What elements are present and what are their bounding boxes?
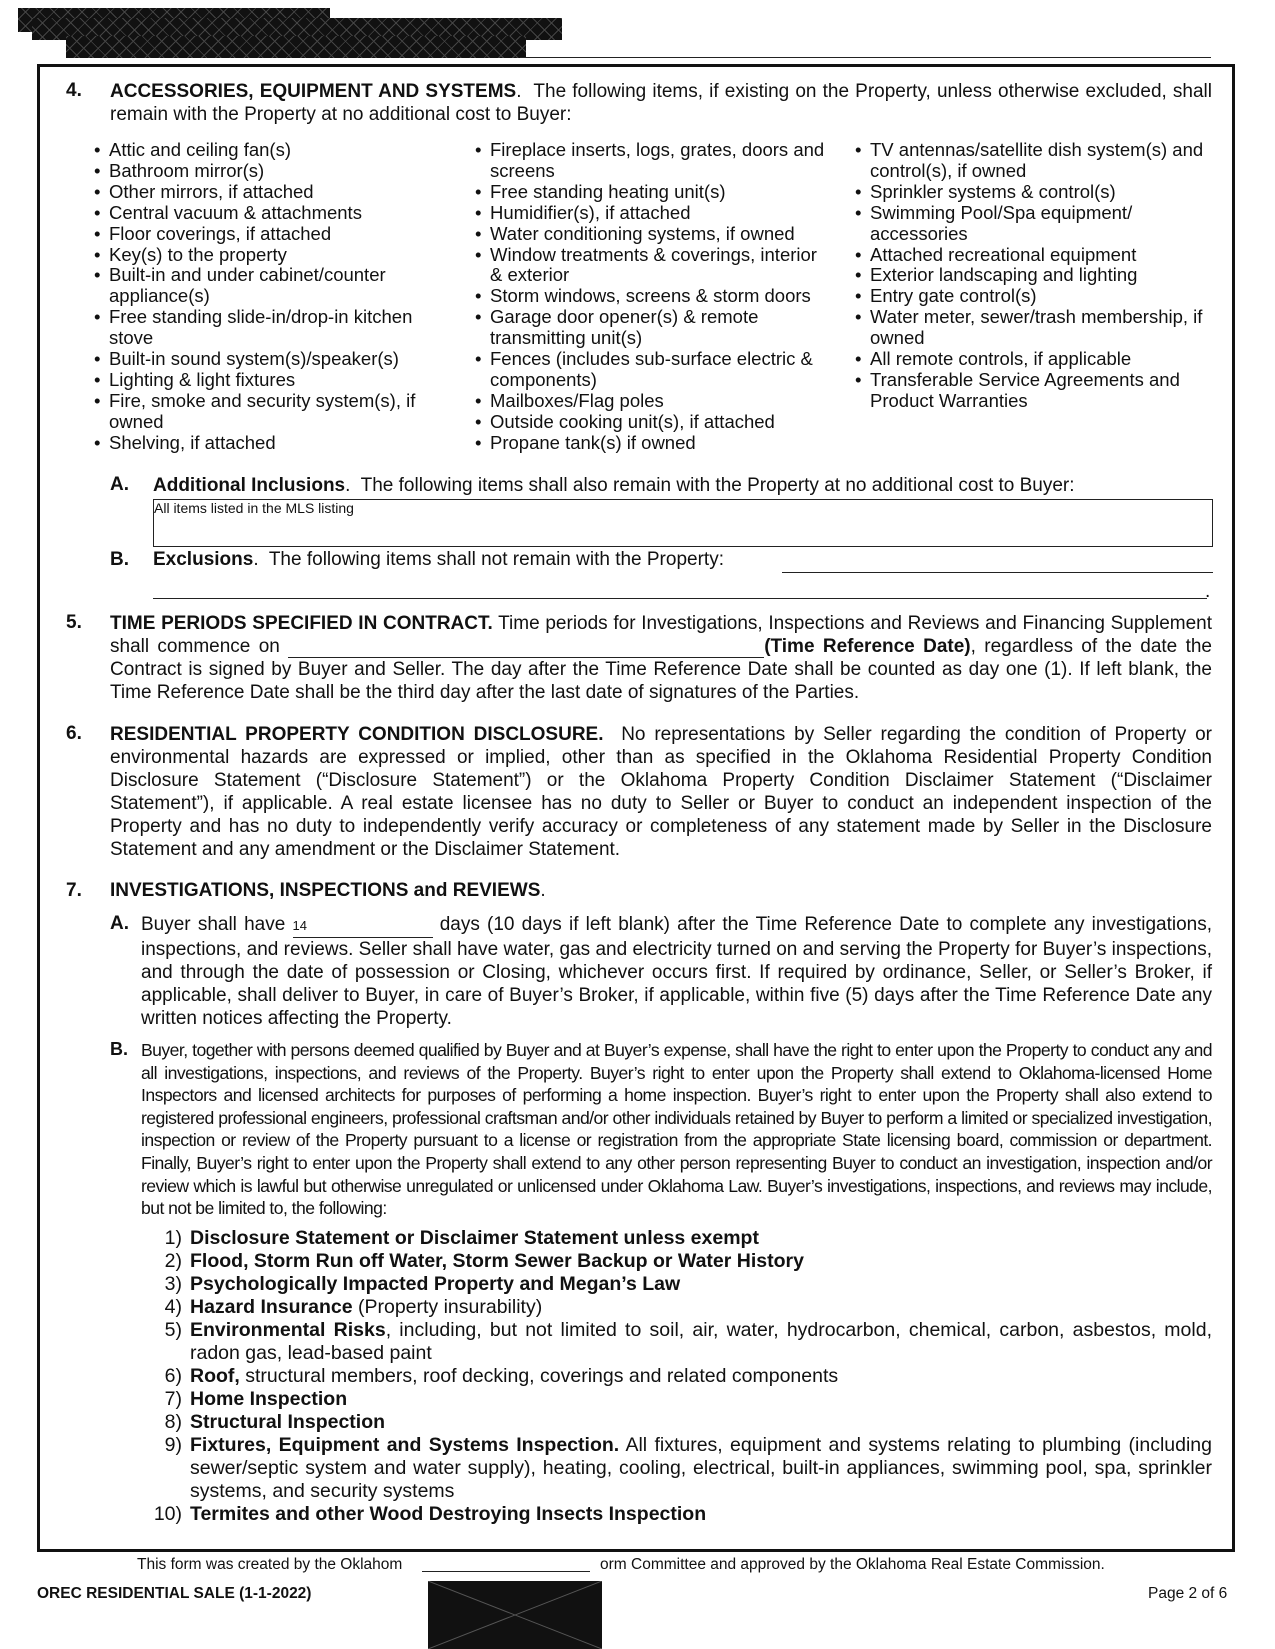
inspection-item-number: 4)	[164, 1296, 182, 1318]
included-item: • Water meter, sewer/trash membership, if owned	[855, 307, 1215, 349]
included-item: • Humidifier(s), if attached	[475, 203, 827, 224]
inspection-item-title: Home Inspection	[190, 1388, 348, 1410]
included-item: • Shelving, if attached	[94, 433, 439, 454]
included-item: • Outside cooking unit(s), if attached	[475, 412, 827, 433]
included-item: • Garage door opener(s) & remote transmitting unit(s)	[475, 307, 827, 349]
section-7a-text2: days (10 days if left blank) after the Time Reference Date to complete any investigations, inspections, and reviews. Seller shall have water, gas and electricity turned on and serving the Property for Buyer’s inspections, and through the date of possession or Closing, whichever occurs first. If required by ordinance, Seller, or Seller’s Broker, if applicable, shall deliver to Buyer, in care of Buyer’s Broker, if applicable, within five (5) days after the Time Reference Date any written notices affecting the Property.	[141, 914, 1213, 1029]
section-7-number: 7.	[66, 880, 82, 901]
section-4a-title: Additional Inclusions	[153, 475, 346, 496]
section-4a-letter: A.	[110, 474, 129, 495]
section-7b-letter: B.	[110, 1039, 128, 1059]
inspection-item-text	[190, 1296, 1212, 1319]
additional-inclusions-value: All items listed in the MLS listing	[154, 500, 354, 516]
inspection-item-title: Structural Inspection	[190, 1411, 386, 1433]
section-7-title-end: .	[540, 880, 546, 901]
page-number: Page 2 of 6	[1148, 1585, 1228, 1602]
inspection-item-number: 6)	[164, 1365, 182, 1387]
included-item: • Lighting & light fixtures	[94, 370, 439, 391]
inspection-item-text	[190, 1273, 1212, 1296]
section-4-intro-text: The following items, if existing on the Property, unless otherwise excluded, shall remain with the Property at no additional cost to Buyer:	[110, 81, 1212, 125]
section-6-title: RESIDENTIAL PROPERTY CONDITION DISCLOSURE.	[110, 724, 604, 745]
included-item: • Fences (includes sub-surface electric & components)	[475, 349, 827, 391]
items-column-1	[94, 140, 439, 454]
included-item: • Built-in and under cabinet/counter appliance(s)	[94, 265, 439, 307]
footer-created-left: This form was created by the Oklahom	[137, 1556, 403, 1573]
section-4b-desc: The following items shall not remain with the Property:	[268, 549, 724, 570]
inspection-item-title: Hazard Insurance	[190, 1296, 353, 1318]
included-item: • Fireplace inserts, logs, grates, doors and screens	[475, 140, 827, 182]
section-4-title: ACCESSORIES, EQUIPMENT AND SYSTEMS	[110, 81, 517, 102]
section-5-number: 5.	[66, 612, 82, 633]
included-item: • All remote controls, if applicable	[855, 349, 1215, 370]
inspection-item-text	[190, 1388, 1212, 1411]
inspection-item-title: Psychologically Impacted Property and Megan’s Law	[190, 1273, 681, 1295]
footer-created-right: orm Committee and approved by the Oklahoma Real Estate Commission.	[600, 1556, 1105, 1573]
section-7a-letter-text: A	[110, 913, 124, 934]
inspection-item	[142, 1296, 1212, 1319]
included-item: • Free standing heating unit(s)	[475, 182, 827, 203]
section-4b-text: Exclusions. The following items shall not remain with the Property:	[153, 549, 724, 570]
redacted-footer-block	[428, 1581, 602, 1649]
section-6-body: No representations by Seller regarding the condition of Property or environmental hazards are expressed or implied, other than as specified in the Oklahoma Residential Property Condition Disclosure Statement (“Disclosure Statement”) or the Oklahoma Property Condition Disclaimer Statement (“Disclaimer Statement”), if applicable. A real estate licensee has no duty to Seller or Buyer to conduct an independent inspection of the Property and has no duty to independently verify accuracy or completeness of any statement made by Seller in the Disclosure Statement and any amendment or the Disclaimer Statement.	[110, 724, 1213, 860]
inspection-item-text	[190, 1411, 1212, 1434]
included-item: • TV antennas/satellite dish system(s) and control(s), if owned	[855, 140, 1215, 182]
inspection-item-number: 9)	[164, 1434, 182, 1456]
inspection-item-number: 7)	[164, 1388, 182, 1410]
included-item: • Entry gate control(s)	[855, 286, 1215, 307]
section-7a-letter: A.	[110, 913, 130, 934]
included-item: • Free standing slide-in/drop-in kitchen stove	[94, 307, 439, 349]
section-4-intro: ACCESSORIES, EQUIPMENT AND SYSTEMS. The following items, if existing on the Property, unless otherwise excluded, shall remain with the Property at no additional cost to Buyer:	[110, 81, 1212, 125]
section-5-text	[110, 612, 1212, 704]
included-item: • Mailboxes/Flag poles	[475, 391, 827, 412]
time-reference-date-field[interactable]	[288, 639, 764, 658]
inspection-item-text	[190, 1365, 1212, 1388]
inspection-item	[142, 1365, 1212, 1388]
inspection-item-title: Roof,	[190, 1365, 240, 1387]
included-item: • Attic and ceiling fan(s)	[94, 140, 439, 161]
section-4a-text: Additional Inclusions. The following items shall also remain with the Property at no additional cost to Buyer:	[153, 475, 1075, 496]
section-4b-letter: B.	[110, 549, 129, 570]
exclusions-field-line-1[interactable]	[782, 572, 1213, 573]
section-4a-desc: The following items shall also remain with the Property at no additional cost to Buyer:	[360, 475, 1075, 496]
items-column-3	[855, 140, 1215, 412]
additional-inclusions-field[interactable]	[153, 499, 1213, 547]
header-rule	[520, 57, 1211, 58]
time-reference-date-label: (Time Reference Date)	[764, 636, 971, 657]
section-7-title-text: INVESTIGATIONS, INSPECTIONS and REVIEWS	[110, 880, 541, 901]
section-5-text1: Time periods for Investigations, Inspections and Reviews and Financing Supplement shall commence on	[110, 613, 1212, 657]
section-6-text	[110, 723, 1212, 861]
footer-redaction-line	[422, 1571, 590, 1572]
inspection-item	[142, 1273, 1212, 1296]
included-item: • Floor coverings, if attached	[94, 224, 439, 245]
section-6-number: 6.	[66, 723, 82, 744]
included-item: • Swimming Pool/Spa equipment/ accessories	[855, 203, 1215, 245]
inspection-item-detail: (Property insurability)	[352, 1296, 543, 1318]
section-5-title: TIME PERIODS SPECIFIED IN CONTRACT.	[110, 613, 493, 634]
inspection-item-title: Termites and other Wood Destroying Insects Inspection	[190, 1503, 707, 1525]
included-item: • Water conditioning systems, if owned	[475, 224, 827, 245]
included-item: • Storm windows, screens & storm doors	[475, 286, 827, 307]
inspection-days-value: 14	[292, 918, 307, 933]
section-7b-text: Buyer, together with persons deemed qualified by Buyer and at Buyer’s expense, shall have the right to enter upon the Property to conduct any and all investigations, inspections, and reviews of the Property. Buyer’s right to enter upon the Property shall extend to Oklahoma-licensed Home Inspectors and licensed architects for purposes of performing a home inspection. Buyer’s right to enter upon the Property shall also extend to registered professional engineers, professional craftsman and/or other individuals retained by Buyer to perform a limited or specialized investigation, inspection or review of the Property pursuant to a license or registration from the appropriate State licensing board, commission or department. Finally, Buyer’s right to enter upon the Property shall extend to any other person representing Buyer to conduct an investigation, inspection and/or review which is lawful but otherwise unregulated or unlicensed under Oklahoma Law. Buyer’s investigations, inspections, and reviews may include, but not be limited to, the following:	[141, 1040, 1212, 1219]
included-item: • Key(s) to the property	[94, 245, 439, 266]
inspection-item-detail: All fixtures, equipment and systems relating to plumbing (including sewer/septic system and water supply), heating, cooling, electrical, built-in appliances, swimming pool, spa, sprinkler systems, and security systems	[190, 1434, 1212, 1502]
section-4b-title: Exclusions	[153, 549, 254, 570]
exclusions-field-line-2[interactable]	[153, 598, 1207, 599]
inspection-item-number: 3)	[164, 1273, 182, 1295]
inspection-item-text	[190, 1227, 1212, 1250]
included-item: • Built-in sound system(s)/speaker(s)	[94, 349, 439, 370]
inspection-item-detail: , including, but not limited to soil, air, water, hydrocarbon, chemical, carbon, asbestos, mold, radon gas, lead-based paint	[190, 1319, 1212, 1364]
inspection-item	[142, 1227, 1212, 1250]
inspection-item	[142, 1411, 1212, 1434]
inspection-item-text	[190, 1503, 1212, 1526]
inspection-item-title: Flood, Storm Run off Water, Storm Sewer Backup or Water History	[190, 1250, 804, 1272]
inspection-item-detail: structural members, roof decking, coverings and related components	[239, 1365, 839, 1387]
inspection-item	[142, 1503, 1212, 1526]
included-item: • Fire, smoke and security system(s), if owned	[94, 391, 439, 433]
included-item: • Transferable Service Agreements and Product Warranties	[855, 370, 1215, 412]
inspection-item	[142, 1250, 1212, 1273]
inspection-days-field[interactable]	[293, 914, 433, 938]
section-7-title	[110, 880, 546, 902]
redaction-cross-icon	[428, 1581, 602, 1649]
section-5-text2: , regardless of the date the Contract is signed by Buyer and Seller. The day after the Time Reference Date shall be counted as day one (1). If left blank, the Time Reference Date shall be the third day after the last date of signatures of the Parties.	[110, 636, 1212, 703]
inspection-item-number: 8)	[164, 1411, 182, 1433]
inspection-items-list	[142, 1227, 1212, 1526]
included-item: • Exterior landscaping and lighting	[855, 265, 1215, 286]
inspection-item-text	[190, 1250, 1212, 1273]
inspection-item-text	[190, 1319, 1212, 1365]
form-id: OREC RESIDENTIAL SALE (1-1-2022)	[37, 1585, 312, 1602]
inspection-item-title: Fixtures, Equipment and Systems Inspection.	[190, 1434, 620, 1456]
inspection-item-title: Disclosure Statement or Disclaimer Statement unless exempt	[190, 1227, 759, 1249]
inspection-item-text	[190, 1434, 1212, 1503]
inspection-item-number: 5)	[164, 1319, 182, 1341]
inspection-item-number: 2)	[164, 1250, 182, 1272]
inspection-item	[142, 1434, 1212, 1503]
included-item: • Other mirrors, if attached	[94, 182, 439, 203]
included-item: • Bathroom mirror(s)	[94, 161, 439, 182]
included-item: • Sprinkler systems & control(s)	[855, 182, 1215, 203]
included-item: • Central vacuum & attachments	[94, 203, 439, 224]
inspection-item-number: 10)	[153, 1503, 182, 1525]
items-column-2	[475, 140, 827, 454]
inspection-item	[142, 1319, 1212, 1365]
inspection-item-number: 1)	[164, 1227, 182, 1249]
section-4-number: 4.	[66, 80, 82, 101]
section-7a-text	[141, 913, 1212, 1030]
inspection-item-title: Environmental Risks	[190, 1319, 386, 1341]
included-item: • Propane tank(s) if owned	[475, 433, 827, 454]
exclusions-period: .	[1205, 581, 1211, 602]
included-item: • Window treatments & coverings, interior & exterior	[475, 245, 827, 287]
section-7a-text1: Buyer shall have	[141, 914, 286, 935]
included-item: • Attached recreational equipment	[855, 245, 1215, 266]
redacted-header-block	[66, 36, 526, 58]
inspection-item	[142, 1388, 1212, 1411]
